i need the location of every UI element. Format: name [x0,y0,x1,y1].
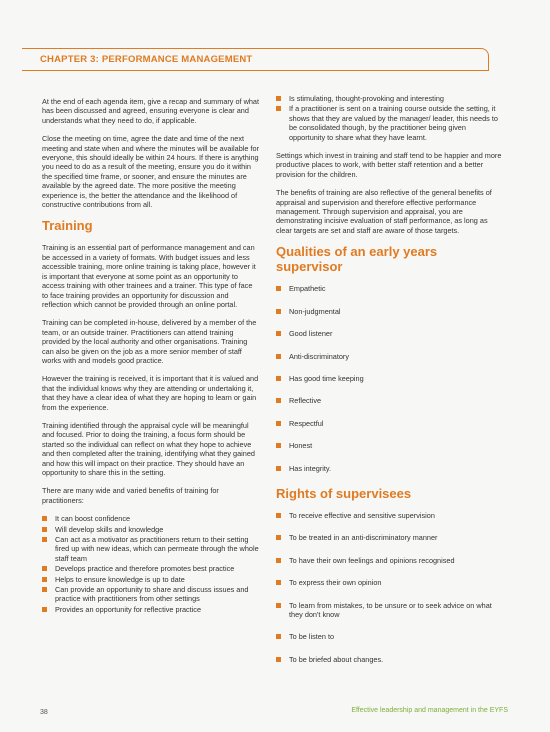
left-column [42,97,260,623]
list-item: Helps to ensure knowledge is up to date [42,575,260,584]
chapter-header-rule [22,70,488,71]
list-item: To be treated in an anti-discriminatory manner [276,533,502,542]
list-item: To learn from mistakes, to be unsure or to seek advice on what they don't know [276,601,502,620]
bullet-square-icon [42,537,47,542]
page-number: 38 [40,709,48,716]
bullet-square-icon [42,607,47,612]
section-heading-rights: Rights of supervisees [276,485,412,501]
list-item: Will develop skills and knowledge [42,525,260,534]
bullet-square-icon [276,106,281,111]
bullet-square-icon [276,331,281,336]
section-heading-training: Training [42,218,93,234]
list-item: Provides an opportunity for reflective practice [42,605,260,614]
list-item: Has integrity. [276,464,502,473]
list-item: Respectful [276,419,502,428]
paragraph: Close the meeting on time, agree the date and time of the next meeting and state when and where the minutes will be available for everyone, this should ideally be within 24 hours. If there is anything you need to do as a result of the meeting, ensure you do it within the specified time frame, or sooner, and ensure the minutes are available by the agreed date. The more positive the meeting experience is, the better the attendance and the likelihood of constructive contributions from all. [42,134,260,210]
bullet-square-icon [276,286,281,291]
bullet-square-icon [276,558,281,563]
list-item: Has good time keeping [276,374,502,383]
paragraph: At the end of each agenda item, give a recap and summary of what has been discussed and agreed, ensuring everyone is clear and understands what they need to do, if applicable. [42,97,260,125]
bullet-square-icon [276,96,281,101]
right-column [276,94,502,677]
list-item: To receive effective and sensitive supervision [276,511,502,520]
section-heading-qualities: Qualities of an early years supervisor [276,244,438,275]
list-item: Is stimulating, thought-provoking and interesting [276,94,502,103]
chapter-title: CHAPTER 3: PERFORMANCE MANAGEMENT [40,54,253,65]
bullet-square-icon [276,354,281,359]
list-item: It can boost confidence [42,514,260,523]
list-item: Anti-discriminatory [276,352,502,361]
list-item: Can provide an opportunity to share and discuss issues and practice with practitioners from other settings [42,585,260,604]
paragraph: However the training is received, it is important that it is valued and that the individual knows why they are attending or undertaking it, that they have a clear idea of what they are hoping to learn or gain from the experience. [42,374,259,412]
bullet-square-icon [276,634,281,639]
list-item: Honest [276,441,502,450]
list-item: Empathetic [276,284,502,293]
qualities-list [276,284,502,473]
paragraph: The benefits of training are also reflective of the general benefits of appraisal and supervision and therefore effective performance management. Through supervision and appraisal, you are demonstrating incisive evaluation of staff performance, as long as clear targets are set and staff are aware of those targets. [276,188,492,235]
benefits-list-continued [276,94,502,142]
bullet-square-icon [276,398,281,403]
bullet-square-icon [42,527,47,532]
bullet-square-icon [276,443,281,448]
paragraph: Settings which invest in training and staff tend to be happier and more productive places to work, with better staff retention and a better provision for the children. [276,151,502,179]
book-title: Effective leadership and management in the EYFS [351,707,508,714]
bullet-square-icon [276,421,281,426]
paragraph: Training identified through the appraisal cycle will be meaningful and focused. Prior to doing the training, a focus form should be started so the individual can reflect on what they hope to achieve and then completed after the training, identifying what they gained and how this will impact on their practice. They should have an opportunity to share this in the setting. [42,420,255,477]
bullet-square-icon [276,657,281,662]
bullet-square-icon [276,376,281,381]
bullet-square-icon [276,309,281,314]
rights-list [276,511,502,664]
bullet-square-icon [42,587,47,592]
list-item: To express their own opinion [276,578,502,587]
list-item: Non-judgmental [276,307,502,316]
bullet-square-icon [276,535,281,540]
bullet-square-icon [276,603,281,608]
paragraph: Training is an essential part of performance management and can be accessed in a variety of formats. With budget issues and less accessible training, more online training is taking place, however it is important that everyone at some point as an opportunity to access training with other trainees and a trainer. This type of face to face training provides an opportunity for discussion and reflection which cannot be provided through an online portal. [42,243,256,309]
list-item: Develops practice and therefore promotes best practice [42,564,260,573]
bullet-square-icon [42,566,47,571]
bullet-square-icon [42,516,47,521]
benefits-list [42,514,260,614]
paragraph: Training can be completed in-house, delivered by a member of the team, or an outside trainer. Practitioners can attend training provided by the local authority and other organisations. Training can also be given on the job as a more senior member of staff works with and models good practice. [42,318,257,365]
list-item: To be briefed about changes. [276,655,502,664]
bullet-square-icon [276,580,281,585]
list-item: To be listen to [276,632,502,641]
bullet-square-icon [276,466,281,471]
list-item: Good listener [276,329,502,338]
list-item: If a practitioner is sent on a training course outside the setting, it shows that they are valued by the manager/ leader, this needs to be consolidated though, by the practitioner being given opportunity to share what they have learnt. [276,104,502,142]
bullet-square-icon [276,513,281,518]
paragraph: There are many wide and varied benefits of training for practitioners: [42,486,219,505]
list-item: Reflective [276,396,502,405]
list-item: To have their own feelings and opinions recognised [276,556,502,565]
bullet-square-icon [42,577,47,582]
list-item: Can act as a motivator as practitioners return to their setting fired up with new ideas, which can permeate through the whole staff team [42,535,260,563]
